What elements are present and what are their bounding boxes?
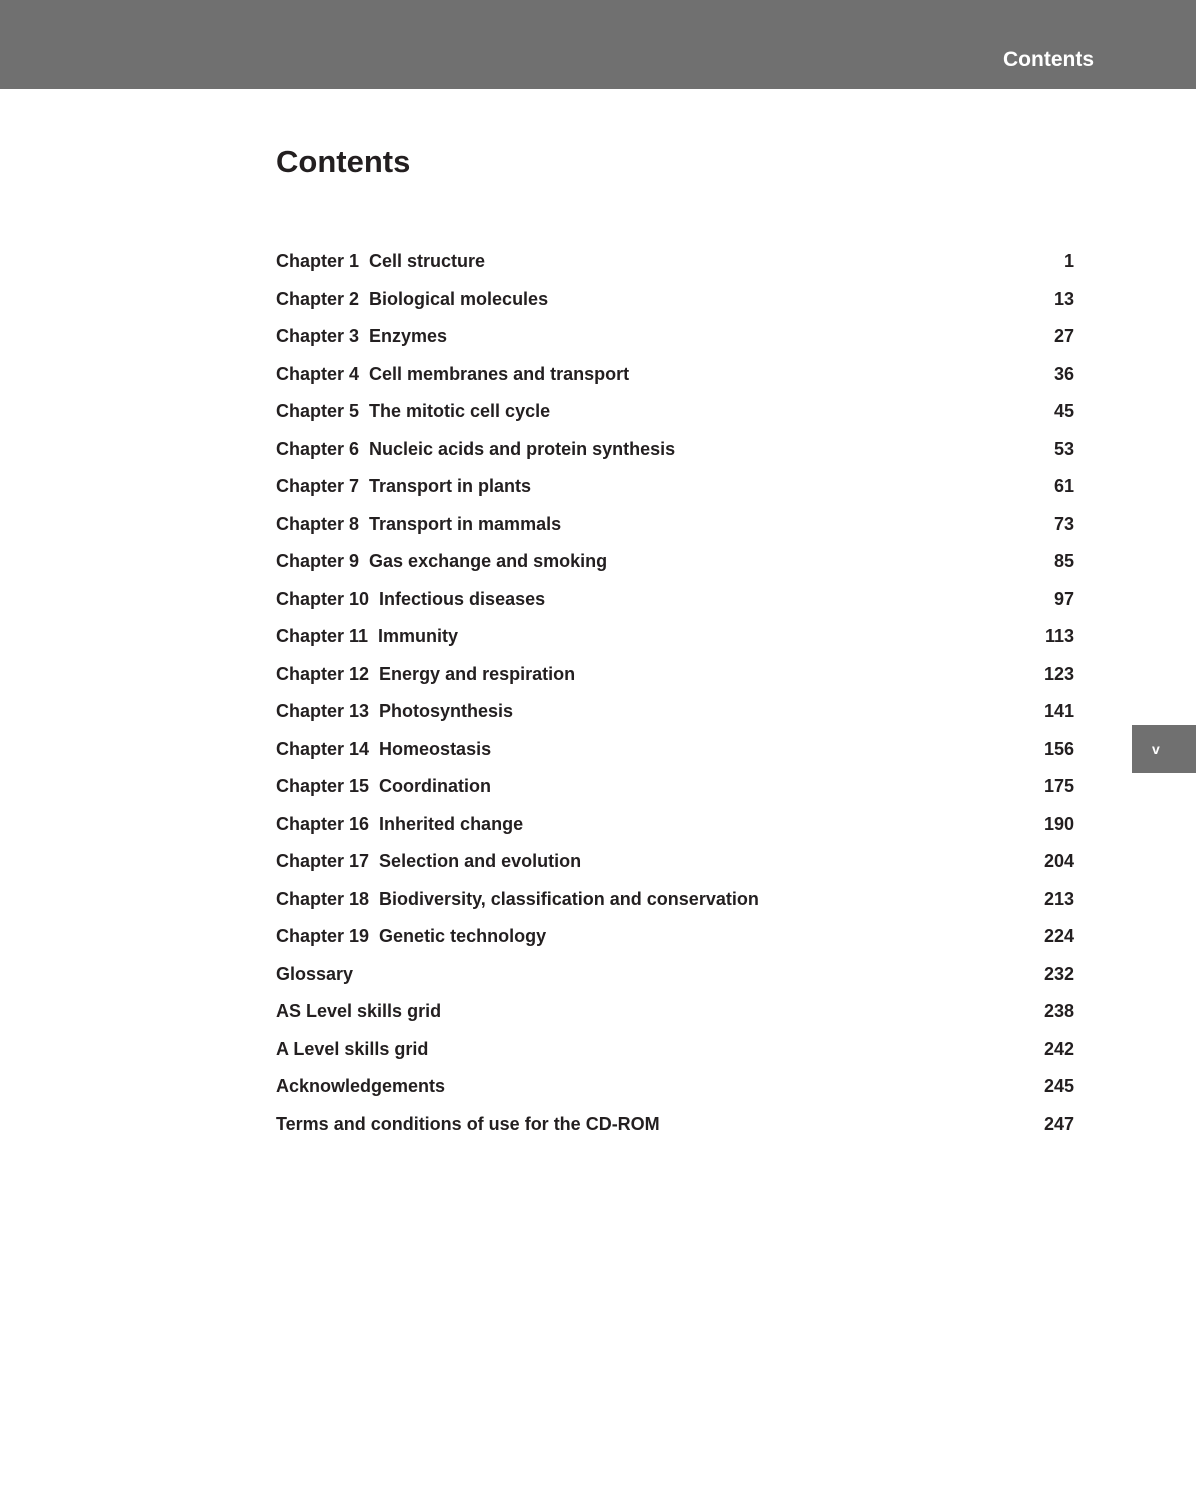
- toc-entry-title: Coordination: [379, 776, 492, 797]
- toc-entry-title: Energy and respiration: [379, 663, 576, 684]
- toc-chapter-number: Chapter 8: [276, 513, 360, 534]
- toc-page-number: 61: [1053, 476, 1074, 497]
- toc-entry-title: Selection and evolution: [379, 851, 582, 872]
- toc-page-number: 27: [1053, 326, 1074, 347]
- toc-page-number: 53: [1053, 438, 1074, 459]
- page-number-tab: [1132, 725, 1196, 773]
- toc-chapter-number: Chapter 10: [276, 588, 370, 609]
- toc-entry-title: Terms and conditions of use for the CD-ROM: [276, 1113, 660, 1134]
- toc-page-number: 123: [1043, 663, 1074, 684]
- toc-entry-title: Genetic technology: [379, 926, 547, 947]
- toc-entry[interactable]: [276, 356, 1074, 394]
- toc-chapter-number: Chapter 9: [276, 551, 360, 572]
- toc-chapter-number: Chapter 19: [276, 926, 370, 947]
- toc-chapter-number: Chapter 17: [276, 851, 370, 872]
- toc-entry-title: Cell structure: [369, 251, 486, 272]
- toc-entry[interactable]: [276, 506, 1074, 544]
- toc-entry[interactable]: [276, 918, 1074, 956]
- toc-page-number: 242: [1043, 1038, 1074, 1059]
- toc-entry-title: The mitotic cell cycle: [369, 401, 551, 422]
- toc-entry[interactable]: [276, 768, 1074, 806]
- toc-chapter-number: Chapter 16: [276, 813, 370, 834]
- toc-chapter-number: Chapter 14: [276, 738, 370, 759]
- toc-entry-title: Biological molecules: [369, 288, 549, 309]
- toc-entry-title: Inherited change: [379, 813, 524, 834]
- toc-entry-title: Cell membranes and transport: [369, 363, 630, 384]
- toc-chapter-number: Chapter 4: [276, 363, 360, 384]
- toc-entry-title: Gas exchange and smoking: [369, 551, 608, 572]
- toc-page-number: 247: [1043, 1113, 1074, 1134]
- toc-chapter-number: Chapter 6: [276, 438, 360, 459]
- toc-entry[interactable]: [276, 581, 1074, 619]
- toc-entry-title: Transport in mammals: [369, 513, 562, 534]
- toc-entry[interactable]: [276, 243, 1074, 281]
- toc-page-number: 213: [1043, 888, 1074, 909]
- toc-chapter-number: Chapter 3: [276, 326, 360, 347]
- header-band: [0, 0, 1196, 89]
- running-head-title: Contents: [1003, 48, 1094, 71]
- toc-entry-title: Nucleic acids and protein synthesis: [369, 438, 676, 459]
- toc-entry[interactable]: [276, 1068, 1074, 1106]
- toc-entry-title: Acknowledgements: [276, 1076, 446, 1097]
- toc-entry-title: Glossary: [276, 963, 354, 984]
- toc-page-number: 232: [1043, 963, 1074, 984]
- toc-entry[interactable]: [276, 281, 1074, 319]
- toc-entry[interactable]: [276, 468, 1074, 506]
- toc-entry-title: Infectious diseases: [379, 588, 546, 609]
- toc-chapter-number: Chapter 2: [276, 288, 360, 309]
- toc-chapter-number: Chapter 1: [276, 251, 360, 272]
- toc-entry-title: Homeostasis: [379, 738, 492, 759]
- toc-entry[interactable]: [276, 843, 1074, 881]
- toc-page-number: 113: [1044, 626, 1074, 647]
- toc-page-number: 204: [1043, 851, 1074, 872]
- table-of-contents: [276, 243, 1074, 1143]
- toc-entry[interactable]: [276, 993, 1074, 1031]
- toc-page-number: 245: [1043, 1076, 1074, 1097]
- toc-entry[interactable]: [276, 656, 1074, 694]
- toc-entry[interactable]: [276, 318, 1074, 356]
- toc-page-number: 224: [1043, 926, 1074, 947]
- toc-entry[interactable]: [276, 956, 1074, 994]
- toc-page-number: 36: [1053, 363, 1074, 384]
- toc-chapter-number: Chapter 11: [276, 626, 369, 647]
- toc-chapter-number: Chapter 7: [276, 476, 360, 497]
- toc-entry-title: Transport in plants: [369, 476, 532, 497]
- toc-chapter-number: Chapter 13: [276, 701, 370, 722]
- toc-entry-title: Biodiversity, classification and conservation: [379, 888, 759, 909]
- toc-entry-title: A Level skills grid: [276, 1038, 429, 1059]
- toc-page-number: 85: [1053, 551, 1074, 572]
- toc-entry[interactable]: [276, 431, 1074, 469]
- toc-page-number: 45: [1053, 401, 1074, 422]
- toc-entry-title: Photosynthesis: [379, 701, 514, 722]
- toc-page-number: 141: [1043, 701, 1074, 722]
- toc-entry[interactable]: [276, 731, 1074, 769]
- toc-page-number: 175: [1043, 776, 1074, 797]
- page-title: Contents: [276, 144, 411, 179]
- toc-entry[interactable]: [276, 543, 1074, 581]
- toc-page-number: 73: [1053, 513, 1074, 534]
- toc-entry[interactable]: [276, 806, 1074, 844]
- toc-page-number: 1: [1063, 251, 1074, 272]
- toc-page-number: 13: [1053, 288, 1074, 309]
- toc-page-number: 190: [1043, 813, 1074, 834]
- toc-page-number: 238: [1043, 1001, 1074, 1022]
- toc-entry-title: Immunity: [378, 626, 459, 647]
- toc-page-number: 156: [1043, 738, 1074, 759]
- toc-entry[interactable]: [276, 393, 1074, 431]
- toc-page-number: 97: [1053, 588, 1074, 609]
- toc-entry[interactable]: [276, 1031, 1074, 1069]
- toc-chapter-number: Chapter 15: [276, 776, 370, 797]
- toc-entry[interactable]: [276, 618, 1074, 656]
- page-number: v: [1152, 741, 1160, 757]
- toc-entry[interactable]: [276, 693, 1074, 731]
- toc-chapter-number: Chapter 5: [276, 401, 360, 422]
- toc-entry[interactable]: [276, 881, 1074, 919]
- toc-chapter-number: Chapter 18: [276, 888, 370, 909]
- toc-entry[interactable]: [276, 1106, 1074, 1144]
- toc-entry-title: AS Level skills grid: [276, 1001, 442, 1022]
- toc-entry-title: Enzymes: [369, 326, 448, 347]
- toc-chapter-number: Chapter 12: [276, 663, 370, 684]
